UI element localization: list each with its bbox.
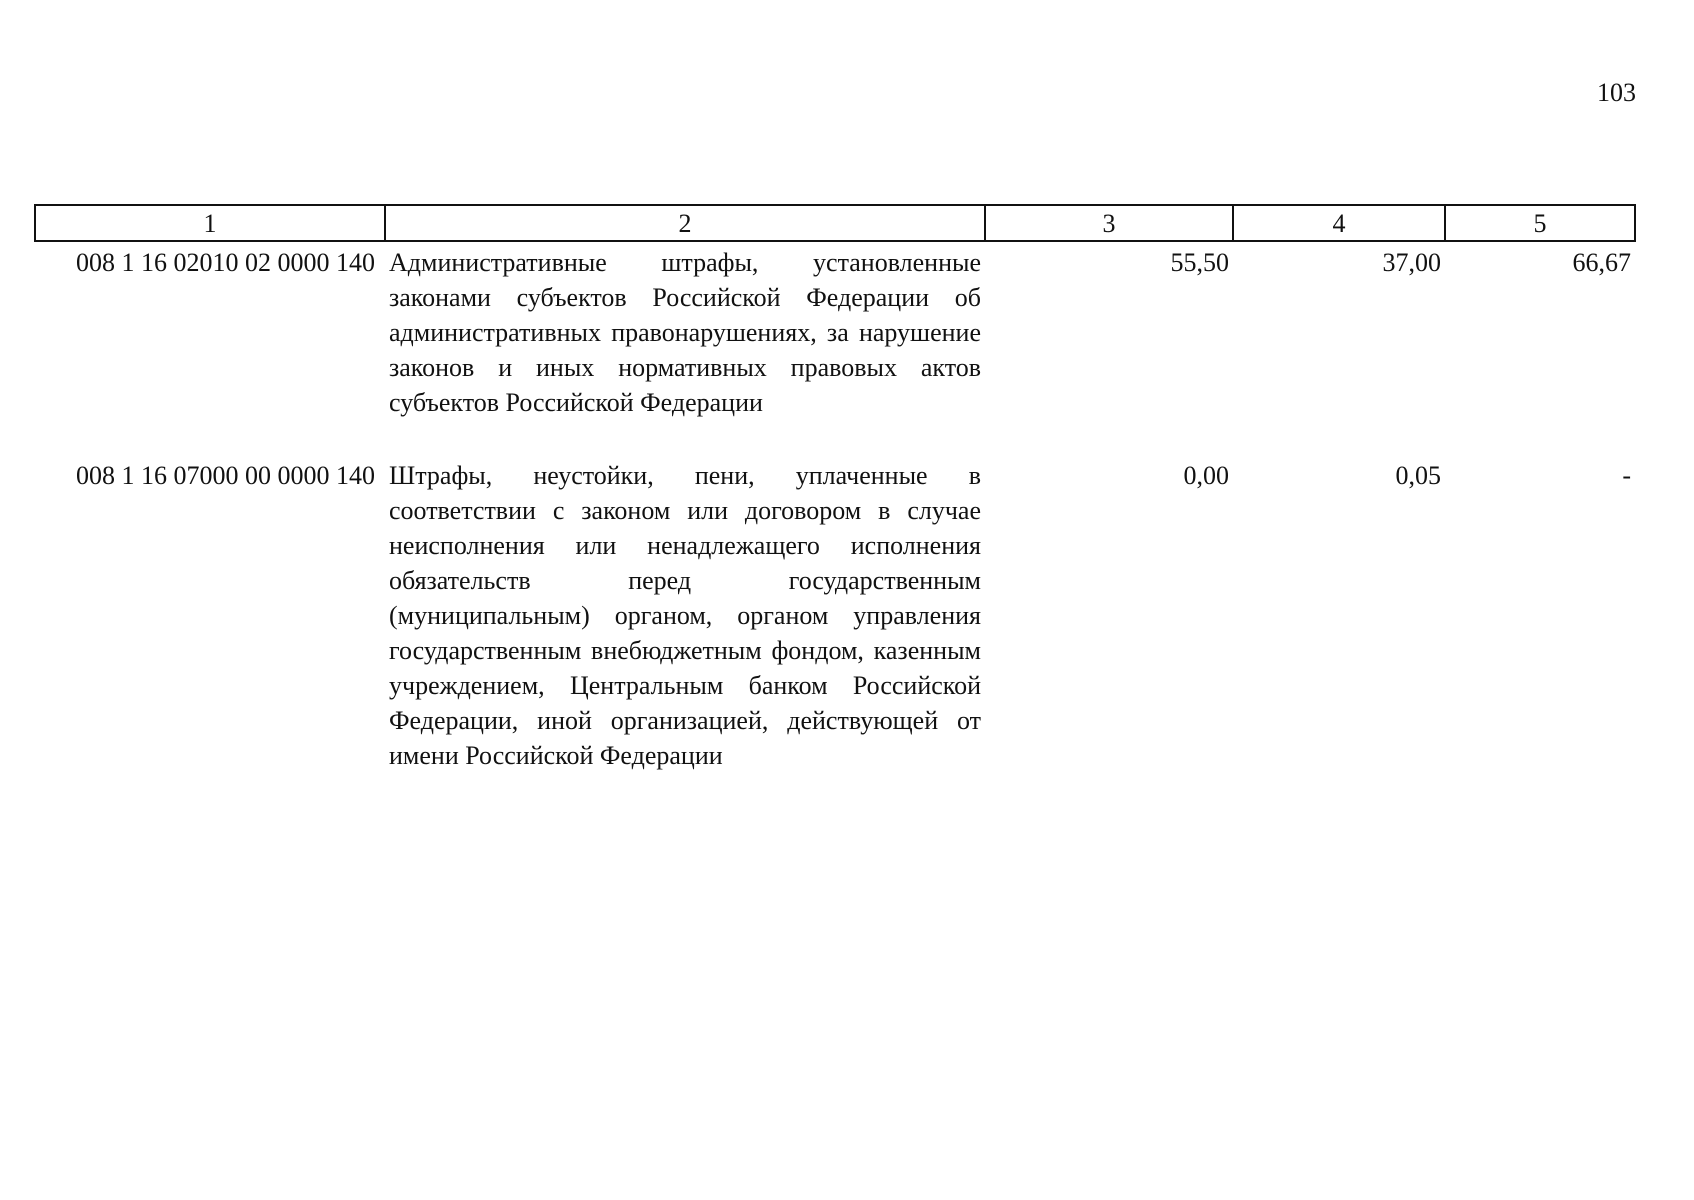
value-col-4: 37,00 [1382, 248, 1441, 277]
table-row [35, 458, 1635, 773]
row-description: Административные штрафы, установленные законами субъектов Российской Федерации об административных правонарушениях, за нарушение законов и иных нормативных правовых актов субъектов Российской Федерации [389, 248, 981, 417]
header-row [35, 205, 1635, 241]
budget-code: 008 1 16 02010 02 0000 140 [76, 248, 375, 277]
page-number: 103 [1597, 78, 1636, 107]
header-col-1: 1 [35, 205, 385, 241]
header-col-2: 2 [385, 205, 985, 241]
header-col-4: 4 [1233, 205, 1445, 241]
value-col-5: 66,67 [1572, 248, 1631, 277]
budget-code: 008 1 16 07000 00 0000 140 [76, 461, 375, 490]
table-header [35, 205, 1635, 241]
value-col-5: - [1622, 461, 1631, 490]
header-col-3: 3 [985, 205, 1233, 241]
table-row [35, 241, 1635, 458]
table-body [35, 241, 1635, 773]
value-col-3: 55,50 [1170, 248, 1229, 277]
value-col-4: 0,05 [1395, 461, 1441, 490]
row-description: Штрафы, неустойки, пени, уплаченные в соответствии с законом или договором в случае неисполнения или ненадлежащего исполнения обязательств перед государственным (муниципальным) органом, органом управления государственным внебюджетным фондом, казенным учреждением, Центральным банком Российской Федерации, иной организацией, действующей от имени Российской Федерации [389, 461, 981, 770]
revenue-table [34, 204, 1636, 773]
value-col-3: 0,00 [1183, 461, 1229, 490]
header-col-5: 5 [1445, 205, 1635, 241]
